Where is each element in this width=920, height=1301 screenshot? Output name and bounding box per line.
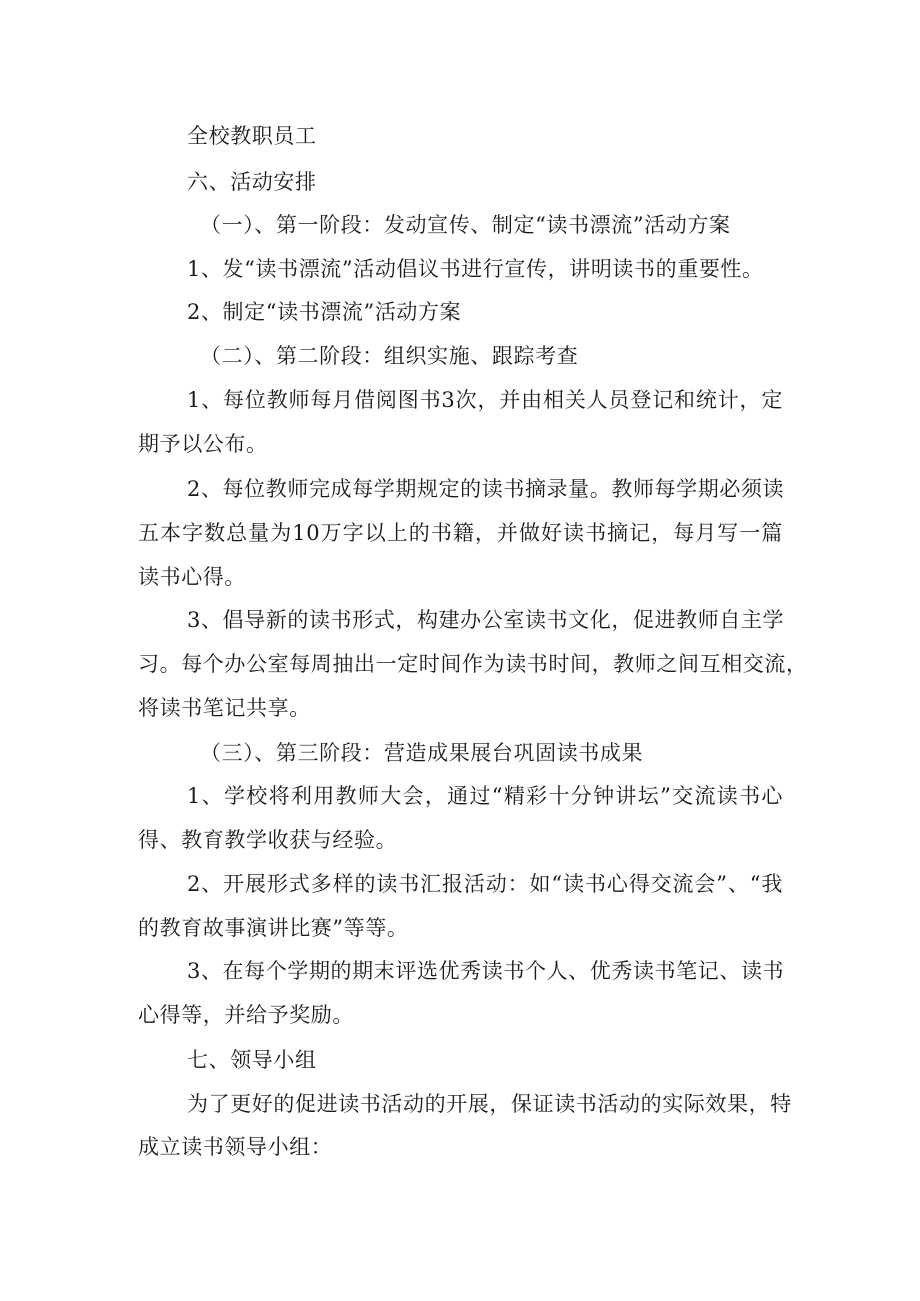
paragraph-line: 的教育故事演讲比赛”等等。 [138,916,409,940]
text-line: 2、制定“读书漂流”活动方案 [187,300,462,324]
paragraph-line: 将读书笔记共享。 [138,696,311,720]
paragraph-line: 心得等，并给予奖励。 [138,1003,354,1027]
paragraph-line: 习。每个办公室每周抽出一定时间作为读书时间，教师之间互相交流， [138,652,808,676]
paragraph-line: 得、教育教学收获与经验。 [138,828,398,852]
subsection-heading: （三）、第三阶段：营造成果展台巩固读书成果 [200,741,644,765]
paragraph-line: 3、倡导新的读书形式，构建办公室读书文化，促进教师自主学 [187,608,785,632]
paragraph-line: 成立读书领导小组： [138,1135,333,1159]
paragraph-line: 读书心得。 [138,565,246,589]
paragraph-line: 1、学校将利用教师大会，通过“精彩十分钟讲坛”交流读书心 [187,784,783,808]
paragraph-line: 为了更好的促进读书活动的开展，保证读书活动的实际效果，特 [187,1092,792,1116]
subsection-heading: （二）、第二阶段：组织实施、跟踪考查 [200,344,579,368]
text-line: 1、发“读书漂流”活动倡议书进行宣传，讲明读书的重要性。 [187,257,764,281]
subsection-heading: （一）、第一阶段：发动宣传、制定“读书漂流”活动方案 [200,213,731,237]
section-heading: 六、活动安排 [187,170,317,194]
paragraph-line: 3、在每个学期的期末评选优秀读书个人、优秀读书笔记、读书 [187,959,785,983]
section-heading: 七、领导小组 [187,1048,317,1072]
paragraph-line: 2、每位教师完成每学期规定的读书摘录量。教师每学期必须读 [187,477,785,501]
text-line: 全校教职员工 [187,124,317,148]
paragraph-line: 五本字数总量为10万字以上的书籍，并做好读书摘记，每月写一篇 [138,521,783,545]
paragraph-line: 期予以公布。 [138,432,268,456]
paragraph-line: 1、每位教师每月借阅图书3次，并由相关人员登记和统计，定 [187,388,783,412]
paragraph-line: 2、开展形式多样的读书汇报活动：如“读书心得交流会”、“我 [187,872,783,896]
